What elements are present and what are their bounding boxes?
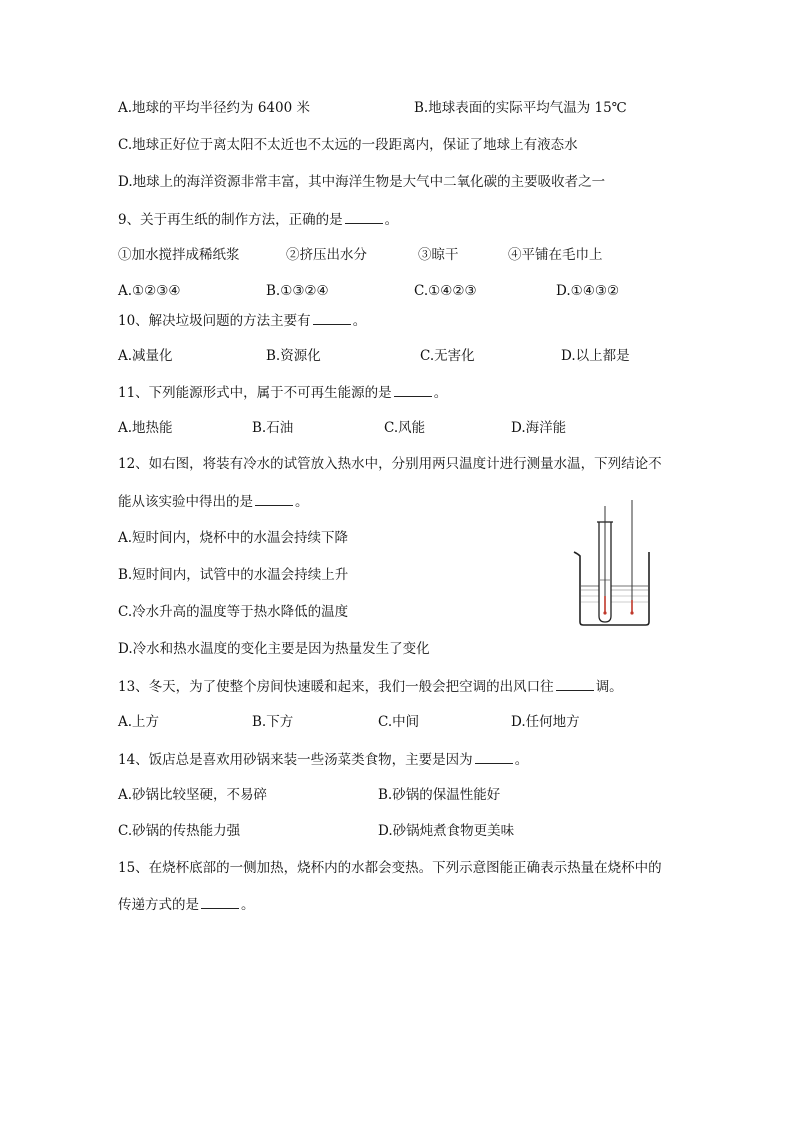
q12-stem-tail: 。 (295, 494, 309, 510)
q9-step-2: ②挤压出水分 (286, 247, 367, 263)
q10-option-d: D.以上都是 (561, 348, 630, 364)
answer-blank (255, 492, 293, 506)
q13-stem-tail: 调。 (595, 679, 623, 695)
q13-stem (118, 677, 623, 696)
q10-stem-tail: 。 (352, 313, 367, 329)
q9-step-4: ④平铺在毛巾上 (508, 247, 603, 263)
q10-stem (118, 311, 366, 330)
q8-option-d: D.地球上的海洋资源非常丰富，其中海洋生物是大气中二氧化碳的主要吸收者之一 (118, 174, 606, 190)
beaker-test-tube-diagram (570, 500, 654, 628)
q14-stem-text: 14、饭店总是喜欢用砂锅来装一些汤菜类食物，主要是因为 (118, 752, 473, 768)
q14-stem (118, 750, 528, 769)
q12-option-b: B.短时间内，试管中的水温会持续上升 (118, 567, 349, 583)
q15-stem-text: 传递方式的是 (118, 897, 199, 913)
q12-option-c: C.冷水升高的温度等于热水降低的温度 (118, 604, 349, 620)
q12-stem-text: 能从该实验中得出的是 (118, 494, 253, 510)
q10-option-b: B.资源化 (266, 348, 321, 364)
q14-option-b: B.砂锅的保温性能好 (378, 787, 501, 803)
q15-stem-line1: 15、在烧杯底部的一侧加热，烧杯内的水都会变热。下列示意图能正确表示热量在烧杯中的 (118, 860, 662, 876)
q12-option-a: A.短时间内，烧杯中的水温会持续下降 (118, 530, 349, 546)
q10-option-a: A.减量化 (118, 348, 173, 364)
q9-stem-text: 9、关于再生纸的制作方法，正确的是 (118, 212, 343, 228)
q11-option-c: C.风能 (384, 420, 426, 436)
q11-stem-text: 11、下列能源形式中，属于不可再生能源的是 (118, 385, 392, 401)
q8-option-a: A.地球的平均半径约为 6400 米 (118, 100, 310, 116)
beaker-thermometer-bulb (630, 611, 633, 614)
q9-option-a: A.①②③④ (118, 283, 181, 299)
q10-stem-text: 10、解决垃圾问题的方法主要有 (118, 313, 311, 329)
q12-stem-line1: 12、如右图，将装有冷水的试管放入热水中，分别用两只温度计进行测量水温，下列结论不 (118, 456, 662, 472)
answer-blank (556, 677, 594, 691)
answer-blank (313, 311, 351, 325)
q14-option-a: A.砂锅比较坚硬，不易碎 (118, 787, 268, 803)
answer-blank (475, 750, 513, 764)
q13-stem-text: 13、冬天，为了使整个房间快速暖和起来，我们一般会把空调的出风口往 (118, 679, 554, 695)
answer-blank (394, 383, 432, 397)
q9-option-b: B.①③②④ (266, 283, 329, 299)
tube-thermometer-bulb (603, 611, 606, 614)
q8-option-b: B.地球表面的实际平均气温为 15℃ (414, 100, 627, 116)
q9-stem-tail: 。 (384, 212, 399, 228)
q13-option-a: A.上方 (118, 714, 160, 730)
q9-option-d: D.①④③② (556, 283, 620, 299)
q9-step-1: ①加水搅拌成稀纸浆 (118, 247, 240, 263)
q10-option-c: C.无害化 (420, 348, 475, 364)
q14-option-c: C.砂锅的传热能力强 (118, 823, 241, 839)
q9-step-3: ③晾干 (418, 247, 459, 263)
q11-stem (118, 383, 447, 402)
q15-stem-line2 (118, 895, 255, 914)
q9-option-c: C.①④②③ (414, 283, 477, 299)
answer-blank (345, 210, 383, 224)
q12-stem-line2 (118, 492, 309, 511)
q11-option-b: B.石油 (252, 420, 294, 436)
q11-option-d: D.海洋能 (511, 420, 567, 436)
q14-option-d: D.砂锅炖煮食物更美味 (378, 823, 515, 839)
q9-stem (118, 210, 398, 229)
q14-stem-tail: 。 (514, 752, 529, 768)
q8-option-c: C.地球正好位于离太阳不太近也不太远的一段距离内，保证了地球上有液态水 (118, 137, 578, 153)
q11-option-a: A.地热能 (118, 420, 173, 436)
q15-stem-tail: 。 (241, 897, 255, 913)
q11-stem-tail: 。 (433, 385, 448, 401)
answer-blank (201, 895, 239, 909)
q13-option-b: B.下方 (252, 714, 294, 730)
q13-option-c: C.中间 (378, 714, 420, 730)
q13-option-d: D.任何地方 (511, 714, 580, 730)
q12-option-d: D.冷水和热水温度的变化主要是因为热量发生了变化 (118, 641, 430, 657)
